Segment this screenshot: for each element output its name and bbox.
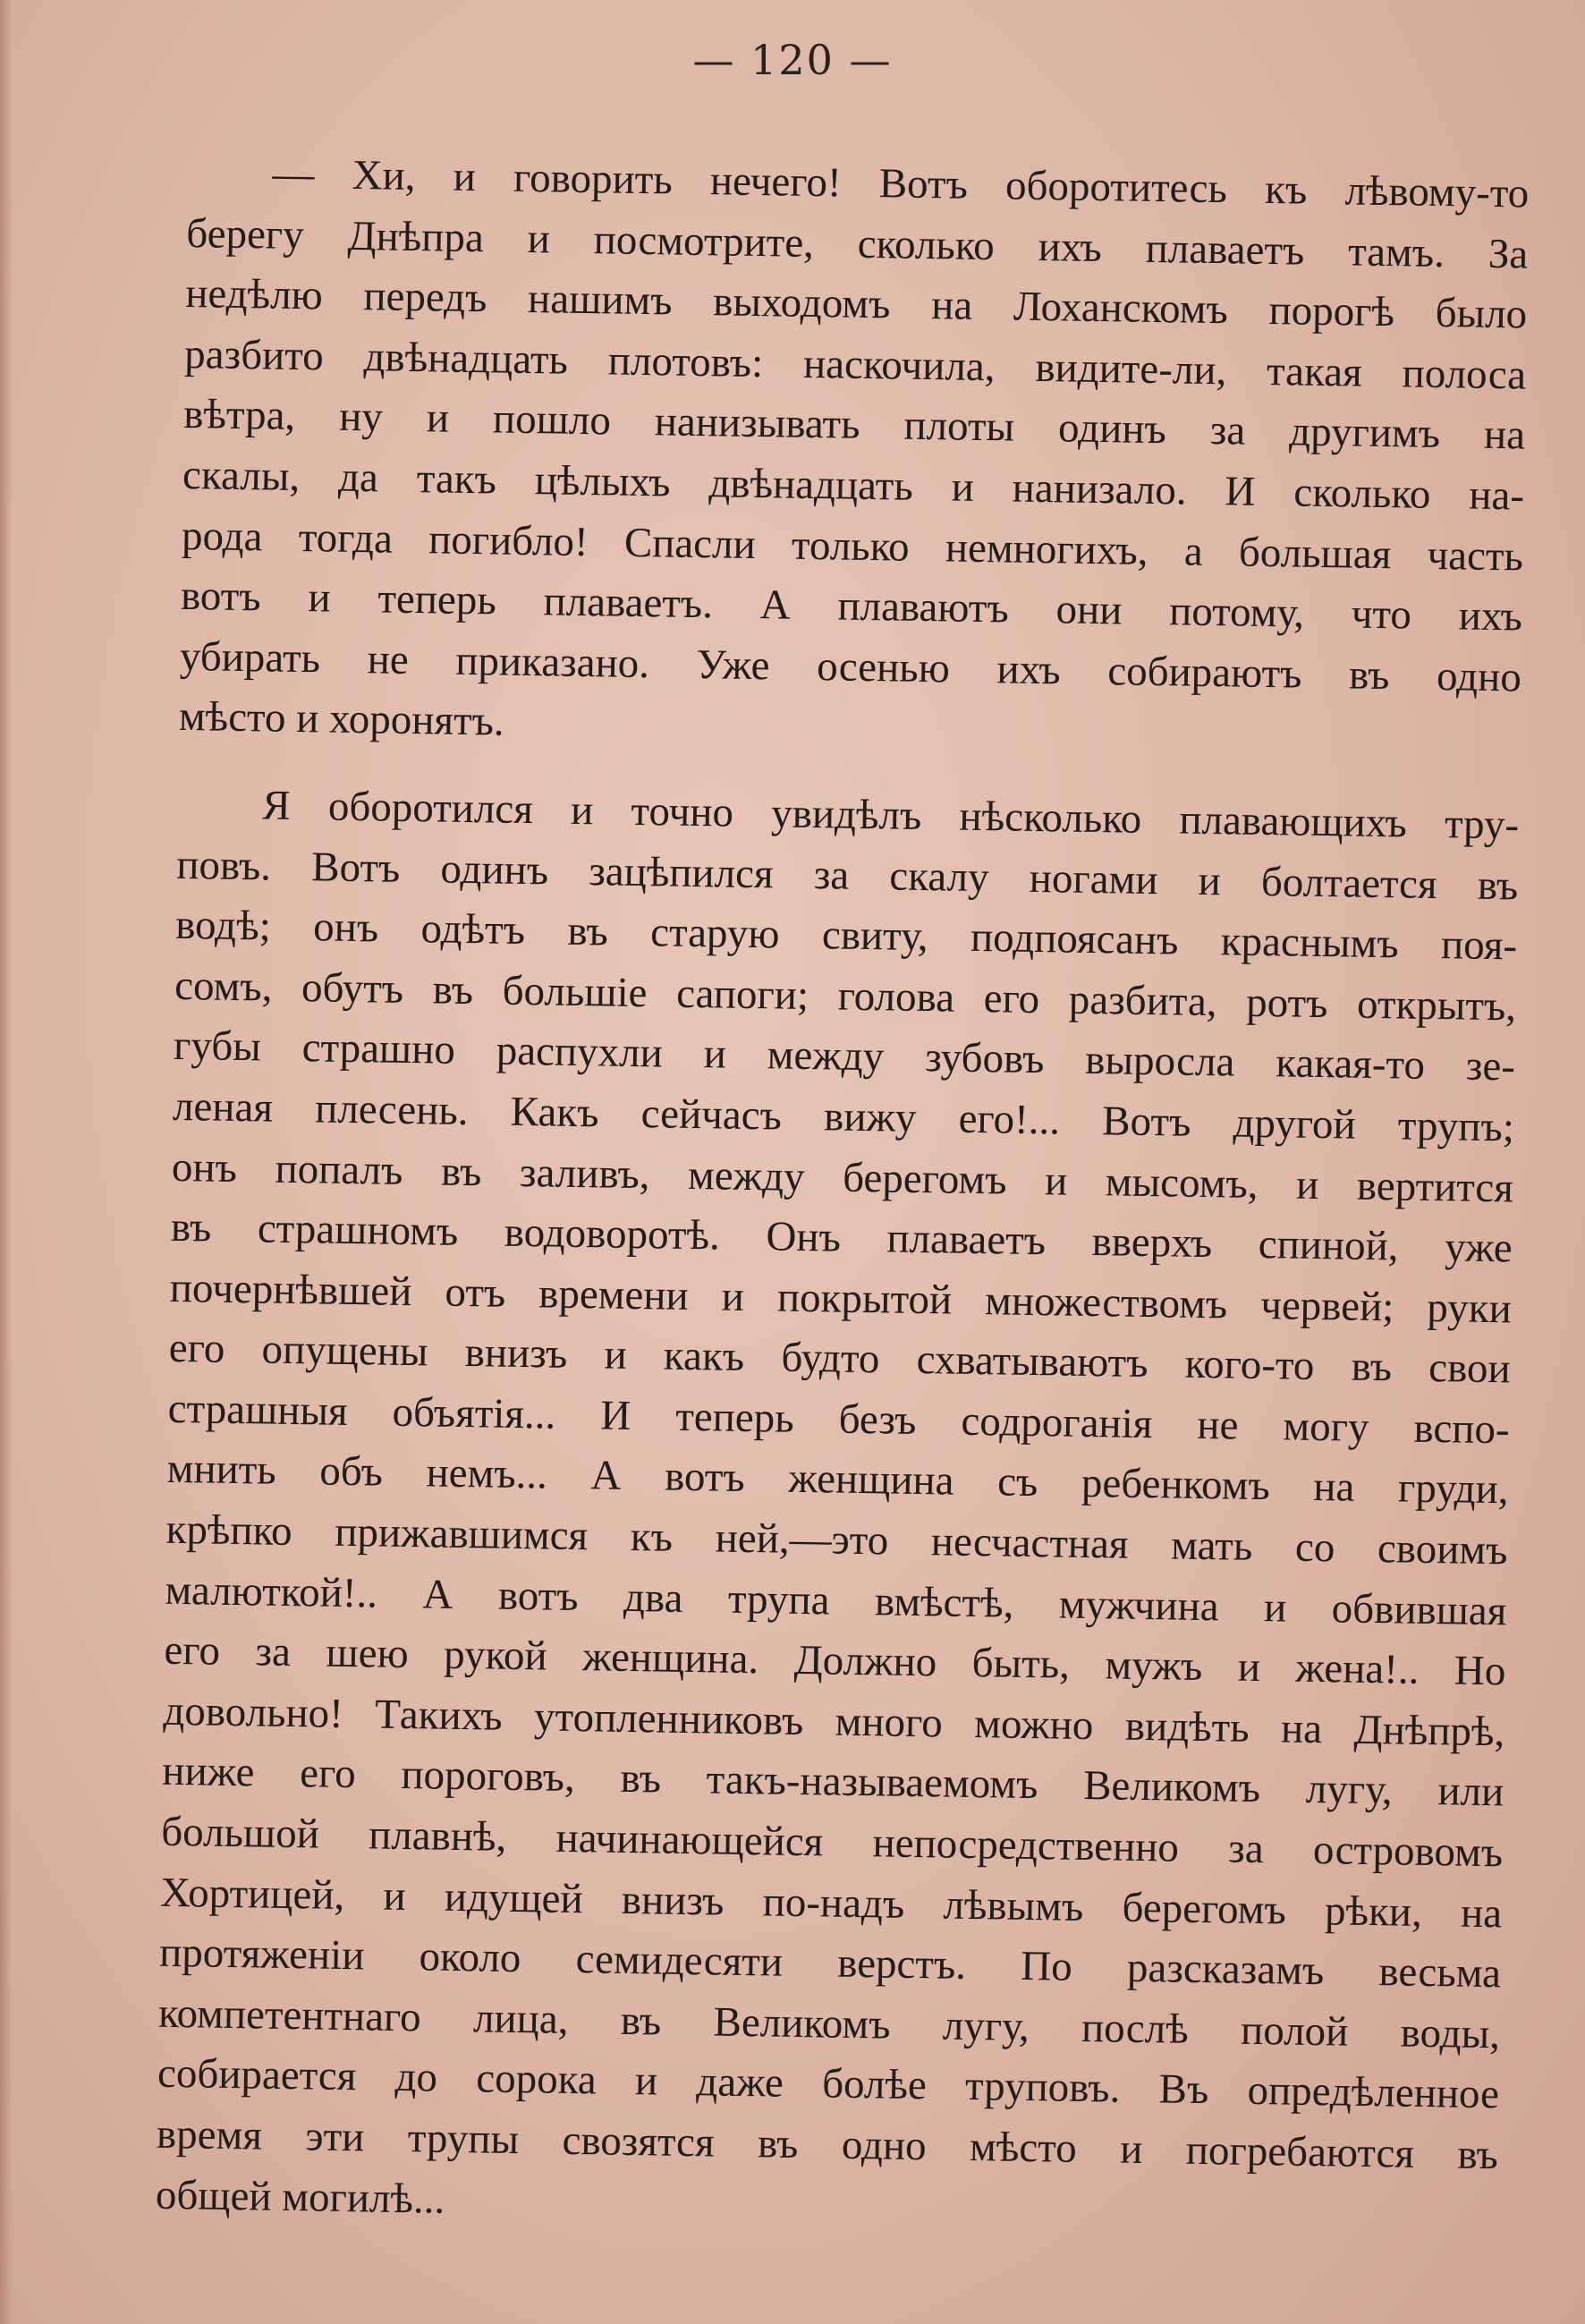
text-line: крѣпко прижавшимся къ ней,—это несчастная мать со своимъ (165, 1506, 1508, 1574)
text-line: вѣтра, ну и пошло нанизывать плоты одинъ за другимъ на (182, 391, 1526, 459)
text-line: его за шею рукой женщина. Должно быть, мужъ и жена!.. Но (164, 1627, 1506, 1695)
text-line: компетентнаго лица, въ Великомъ лугу, послѣ полой воды, (157, 1989, 1501, 2058)
text-line: большой плавнѣ, начинающейся непосредственно за островомъ (160, 1808, 1504, 1877)
text-line: водѣ; онъ одѣтъ въ старую свиту, подпоясанъ краснымъ поя- (174, 902, 1518, 970)
text-line: малюткой!.. А вотъ два трупа вмѣстѣ, мужчина и обвившая (165, 1566, 1507, 1635)
text-line: время эти трупы свозятся въ одно мѣсто и погребаются въ (156, 2110, 1499, 2179)
text-line: губы страшно распухли и между зубовъ выросла какая-то зе- (173, 1022, 1516, 1090)
text-line: — Хи, и говорить нечего! Вотъ оборотитесь къ лѣвому-то (272, 150, 1530, 217)
text-line: мнить объ немъ... А вотъ женщина съ ребенкомъ на груди, (166, 1446, 1509, 1514)
text-line: протяженіи около семидесяти верстъ. По разсказамъ весьма (158, 1929, 1502, 1997)
text-line: недѣлю передъ нашимъ выходомъ на Лоханскомъ порогѣ было (184, 270, 1528, 338)
text-line: Хортицей, и идущей внизъ по-надъ лѣвымъ берегомъ рѣки, на (159, 1869, 1503, 1937)
text-line: почернѣвшей отъ времени и покрытой множествомъ червей; руки (169, 1264, 1513, 1333)
text-line: ниже его пороговъ, въ такъ-называемомъ Великомъ лугу, или (161, 1748, 1504, 1816)
text-line: берегу Днѣпра и посмотрите, сколько ихъ плаваетъ тамъ. За (186, 209, 1529, 278)
paragraph-1 (178, 143, 1529, 768)
text-line: сомъ, обутъ въ большіе сапоги; голова его разбита, ротъ открытъ, (174, 962, 1517, 1031)
text-line: Я оборотился и точно увидѣлъ нѣсколько плавающихъ тру- (261, 782, 1520, 849)
text-line: онъ попалъ въ заливъ, между берегомъ и мысомъ, и вертится (171, 1143, 1514, 1211)
text-line: собирается до сорока и даже болѣе труповъ. Въ опредѣленное (157, 2050, 1500, 2118)
paragraph-2 (155, 775, 1519, 2247)
text-line: скалы, да такъ цѣлыхъ двѣнадцать и нанизало. И сколько на- (182, 451, 1525, 520)
text-line: мѣсто и хоронятъ. (178, 693, 505, 745)
text-line: въ страшномъ водоворотѣ. Онъ плаваетъ вверхъ спиной, уже (170, 1203, 1513, 1272)
text-line: вотъ и теперь плаваетъ. А плаваютъ они потому, что ихъ (180, 573, 1523, 640)
text-line: страшныя объятія... И теперь безъ содроганія не могу вспо- (167, 1385, 1510, 1454)
text-line: общей могилѣ... (155, 2171, 445, 2223)
text-line: разбито двѣнадцать плотовъ: наскочила, видите-ли, такая полоса (183, 330, 1527, 399)
page-number: — 120 — (692, 36, 893, 84)
text-line: его опущены внизъ и какъ будто схватываютъ кого-то въ свои (168, 1325, 1512, 1393)
text-line: леная плесень. Какъ сейчасъ вижу его!... Вотъ другой трупъ; (172, 1082, 1515, 1151)
text-line: довольно! Такихъ утопленниковъ много можно видѣть на Днѣпрѣ, (163, 1687, 1505, 1756)
text-line: повъ. Вотъ одинъ зацѣпился за скалу ногами и болтается въ (175, 841, 1519, 909)
text-line: рода тогда погибло! Спасли только немногихъ, а большая часть (181, 512, 1524, 581)
text-line: убирать не приказано. Уже осенью ихъ собираютъ въ одно (179, 632, 1522, 701)
body-text (155, 143, 1530, 2273)
